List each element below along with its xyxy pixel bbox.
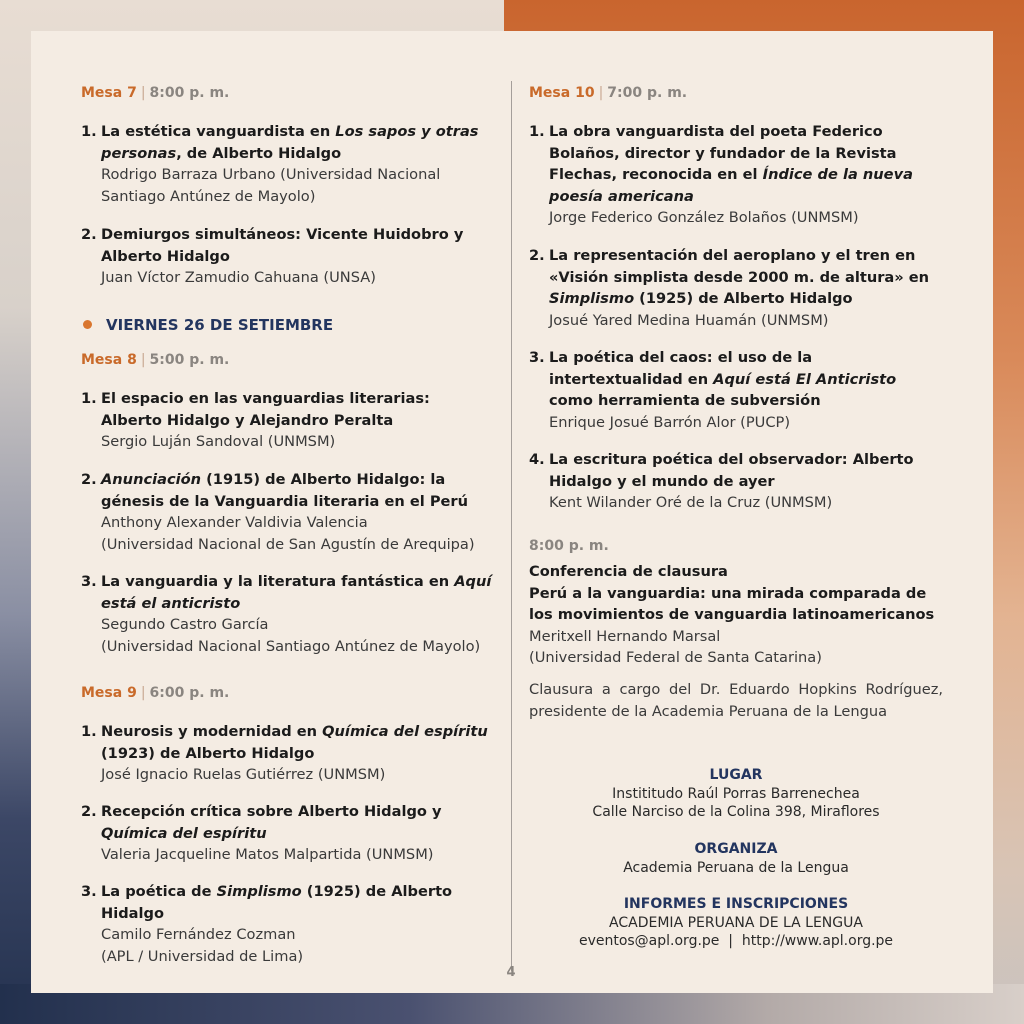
mesa10-item-2 [529, 245, 943, 331]
mesa8-item-3 [81, 571, 495, 657]
mesa8-item-1 [81, 388, 495, 453]
item-title: La obra vanguardista del poeta Federico Bolaños, director y fundador de la Revista Flechas, reconocida en el Índice de la nueva poesía americana [549, 123, 913, 205]
item-title: La representación del aeroplano y el tren en «Visión simplista desde 2000 m. de altura» en Simplismo (1925) de Alberto Hidalgo [549, 247, 930, 307]
item-author: José Ignacio Ruelas Gutiérrez (UNMSM) [101, 766, 386, 783]
item-author: Camilo Fernández Cozman [101, 926, 296, 943]
closing-conference [529, 561, 943, 669]
mesa7-item-2 [81, 224, 495, 289]
mesa10-item-1 [529, 121, 943, 229]
item-number: 1. [81, 390, 97, 407]
item-title: La escritura poética del observador: Alberto Hidalgo y el mundo de ayer [549, 451, 914, 490]
mesa-time: 6:00 p. m. [149, 685, 230, 701]
organiza-label: ORGANIZA [694, 841, 778, 857]
item-affiliation: (Universidad Nacional de San Agustín de Arequipa) [101, 535, 475, 553]
item-number: 3. [81, 573, 97, 590]
mesa8-header: Mesa 8 | 5:00 p. m. [81, 352, 230, 368]
mesa9-header: Mesa 9 | 6:00 p. m. [81, 685, 230, 701]
item-author: Juan Víctor Zamudio Cahuana (UNSA) [101, 269, 376, 286]
item-affiliation: (APL / Universidad de Lima) [101, 947, 304, 965]
item-number: 3. [81, 883, 97, 900]
lugar-label: LUGAR [709, 767, 763, 783]
item-author: Kent Wilander Oré de la Cruz (UNMSM) [549, 494, 833, 511]
item-number: 1. [81, 723, 97, 740]
item-title: Neurosis y modernidad en Química del espíritu (1923) de Alberto Hidalgo [101, 723, 488, 762]
column-divider [511, 81, 512, 971]
informes-label: INFORMES E INSCRIPCIONES [623, 896, 849, 912]
conference-heading: Conferencia de clausura [529, 563, 728, 580]
organiza-line1: Academia Peruana de la Lengua [623, 859, 849, 876]
informes-contact: eventos@apl.org.pe | http://www.apl.org.pe [578, 933, 894, 949]
mesa-time: 7:00 p. m. [607, 85, 688, 101]
page-number: 4 [506, 965, 516, 980]
item-author: Segundo Castro García [101, 616, 269, 633]
conference-title: Perú a la vanguardia: una mirada comparada de los movimientos de vanguardia latinoamericanos [529, 584, 935, 623]
item-title: El espacio en las vanguardias literarias: Alberto Hidalgo y Alejandro Peralta [101, 390, 430, 429]
mesa-label: Mesa 9 [81, 685, 137, 701]
mesa10-item-4 [529, 449, 943, 514]
mesa-label: Mesa 10 [529, 85, 595, 101]
organiza-block [529, 840, 943, 877]
mesa8-item-2 [81, 469, 495, 555]
mesa-label: Mesa 7 [81, 85, 137, 101]
item-author: Sergio Luján Sandoval (UNMSM) [101, 433, 336, 450]
program-panel [31, 31, 993, 993]
item-author: Valeria Jacqueline Matos Malpartida (UNMSM) [101, 846, 434, 863]
item-number: 1. [81, 123, 97, 140]
item-title: La vanguardia y la literatura fantástica en Aquí está el anticristo [101, 573, 492, 612]
mesa-label: Mesa 8 [81, 352, 137, 368]
conference-affiliation: (Universidad Federal de Santa Catarina) [529, 649, 822, 666]
mesa9-item-1 [81, 721, 495, 786]
item-title: La poética de Simplismo (1925) de Alberto Hidalgo [101, 883, 453, 922]
item-author: Jorge Federico González Bolaños (UNMSM) [549, 209, 859, 226]
item-author: Josué Yared Medina Huamán (UNMSM) [549, 311, 829, 329]
item-number: 4. [529, 451, 545, 468]
lugar-line1: Instititudo Raúl Porras Barrenechea [612, 785, 860, 802]
item-number: 2. [529, 247, 545, 264]
mesa7-header: Mesa 7 | 8:00 p. m. [81, 85, 230, 101]
closing-remarks: Clausura a cargo del Dr. Eduardo Hopkins Rodríguez, presidente de la Academia Peruana de la Lengua [529, 681, 943, 720]
mesa7-item-1 [81, 121, 495, 207]
item-number: 2. [81, 803, 97, 820]
item-number: 3. [529, 349, 545, 366]
lugar-line2: Calle Narciso de la Colina 398, Miraflores [592, 804, 880, 820]
informes-line1: ACADEMIA PERUANA DE LA LENGUA [609, 914, 863, 931]
mesa9-item-3 [81, 881, 495, 967]
day-heading: VIERNES 26 DE SETIEMBRE [83, 316, 333, 334]
closing-time: 8:00 p. m. [529, 538, 609, 554]
mesa-time: 8:00 p. m. [149, 85, 230, 101]
item-title: Recepción crítica sobre Alberto Hidalgo y Química del espíritu [101, 803, 442, 842]
item-title: La estética vanguardista en Los sapos y otras personas, de Alberto Hidalgo [101, 123, 479, 162]
item-title: Anunciación (1915) de Alberto Hidalgo: la génesis de la Vanguardia literaria en el Perú [101, 471, 469, 510]
item-number: 2. [81, 471, 97, 488]
item-number: 1. [529, 123, 545, 140]
mesa-time: 5:00 p. m. [149, 352, 230, 368]
informes-block [529, 895, 943, 951]
item-title: Demiurgos simultáneos: Vicente Huidobro y Alberto Hidalgo [101, 226, 464, 265]
item-author: Enrique Josué Barrón Alor (PUCP) [549, 413, 791, 431]
mesa10-item-3 [529, 347, 943, 433]
item-author: Anthony Alexander Valdivia Valencia [101, 514, 368, 531]
item-title: La poética del caos: el uso de la intertextualidad en Aquí está El Anticristo como herramienta de subversión [549, 349, 897, 409]
bullet-dot-icon [83, 320, 92, 329]
lugar-block [529, 766, 943, 822]
item-number: 2. [81, 226, 97, 243]
conference-speaker: Meritxell Hernando Marsal [529, 627, 721, 645]
item-affiliation: (Universidad Nacional Santiago Antúnez de Mayolo) [101, 637, 481, 655]
mesa9-item-2 [81, 801, 495, 866]
item-author: Rodrigo Barraza Urbano (Universidad Nacional Santiago Antúnez de Mayolo) [101, 166, 441, 205]
mesa10-header: Mesa 10 | 7:00 p. m. [529, 85, 688, 101]
